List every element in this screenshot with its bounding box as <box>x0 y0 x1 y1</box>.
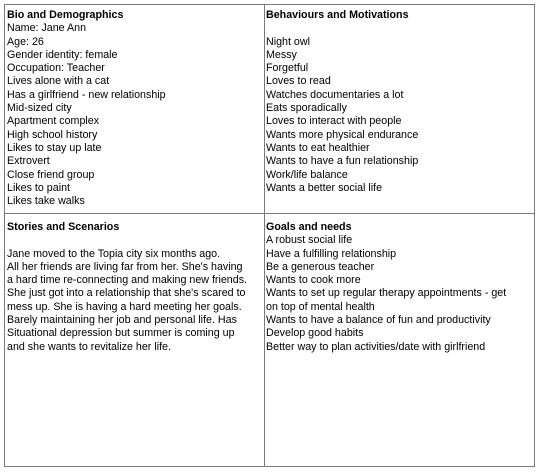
behaviour-item: Loves to interact with people <box>266 115 402 128</box>
goal-item: on top of mental health <box>266 300 375 313</box>
behaviour-item: Wants to eat healthier <box>266 141 370 154</box>
bio-item: Close friend group <box>7 168 95 181</box>
story-line: She just got into a relationship that she's scared to <box>7 287 246 300</box>
behaviour-item: Forgetful <box>266 62 309 75</box>
bio-item: Likes to stay up late <box>7 141 102 154</box>
spacer <box>7 234 255 247</box>
story-line: mess up. She is having a hard meeting her goals. <box>7 300 242 313</box>
stories-paragraph <box>7 248 255 354</box>
bio-demographics-cell <box>7 9 255 208</box>
behaviours-motivations-cell <box>266 9 531 195</box>
goal-item: Develop good habits <box>266 327 364 340</box>
story-line: Barely maintaining her job and personal life. Has <box>7 314 237 327</box>
behaviour-item: Wants more physical endurance <box>266 128 419 141</box>
behaviour-item: Wants a better social life <box>266 181 383 194</box>
bio-item: Occupation: Teacher <box>7 62 105 75</box>
bio-item: High school history <box>7 128 98 141</box>
behaviour-item: Work/life balance <box>266 168 348 181</box>
story-line: Situational depression but summer is coming up <box>7 327 235 340</box>
goal-item: Wants to set up regular therapy appointments - get <box>266 287 507 300</box>
goal-item: Be a generous teacher <box>266 260 375 273</box>
story-line: a hard time re-connecting and making new friends. <box>7 274 248 287</box>
bio-list <box>7 22 255 208</box>
spacer <box>266 22 531 35</box>
bio-item: Age: 26 <box>7 35 44 48</box>
story-line: Jane moved to the Topia city six months ago. <box>7 247 221 260</box>
goal-item: A robust social life <box>266 234 353 247</box>
bio-item: Lives alone with a cat <box>7 75 110 88</box>
behaviour-item: Loves to read <box>266 75 331 88</box>
goal-item: Have a fulfilling relationship <box>266 247 397 260</box>
goal-item: Wants to cook more <box>266 274 361 287</box>
stories-heading: Stories and Scenarios <box>7 221 120 233</box>
bio-heading: Bio and Demographics <box>7 9 124 21</box>
behaviour-item: Wants to have a fun relationship <box>266 155 419 168</box>
behaviour-item: Eats sporadically <box>266 102 347 115</box>
goal-item: Wants to have a balance of fun and productivity <box>266 314 491 327</box>
bio-item: Extrovert <box>7 155 50 168</box>
bio-item: Apartment complex <box>7 115 100 128</box>
bio-item: Likes take walks <box>7 195 85 208</box>
goals-list <box>266 234 531 354</box>
goals-heading: Goals and needs <box>266 221 352 233</box>
bio-item: Has a girlfriend - new relationship <box>7 88 166 101</box>
column-divider <box>264 5 265 466</box>
bio-item: Mid-sized city <box>7 102 72 115</box>
behaviours-list <box>266 36 531 196</box>
story-line: and she wants to revitalize her life. <box>7 340 171 353</box>
stories-scenarios-cell <box>7 221 255 354</box>
behaviours-heading: Behaviours and Motivations <box>266 9 409 21</box>
story-line: All her friends are living far from her. She's having <box>7 260 243 273</box>
row-divider <box>5 213 534 214</box>
behaviour-item: Night owl <box>266 35 310 48</box>
bio-item: Gender identity: female <box>7 48 118 61</box>
bio-item: Name: Jane Ann <box>7 22 87 35</box>
behaviour-item: Watches documentaries a lot <box>266 88 404 101</box>
bio-item: Likes to paint <box>7 181 70 194</box>
goal-item: Better way to plan activities/date with girlfriend <box>266 340 486 353</box>
behaviour-item: Messy <box>266 48 297 61</box>
goals-needs-cell <box>266 221 531 354</box>
